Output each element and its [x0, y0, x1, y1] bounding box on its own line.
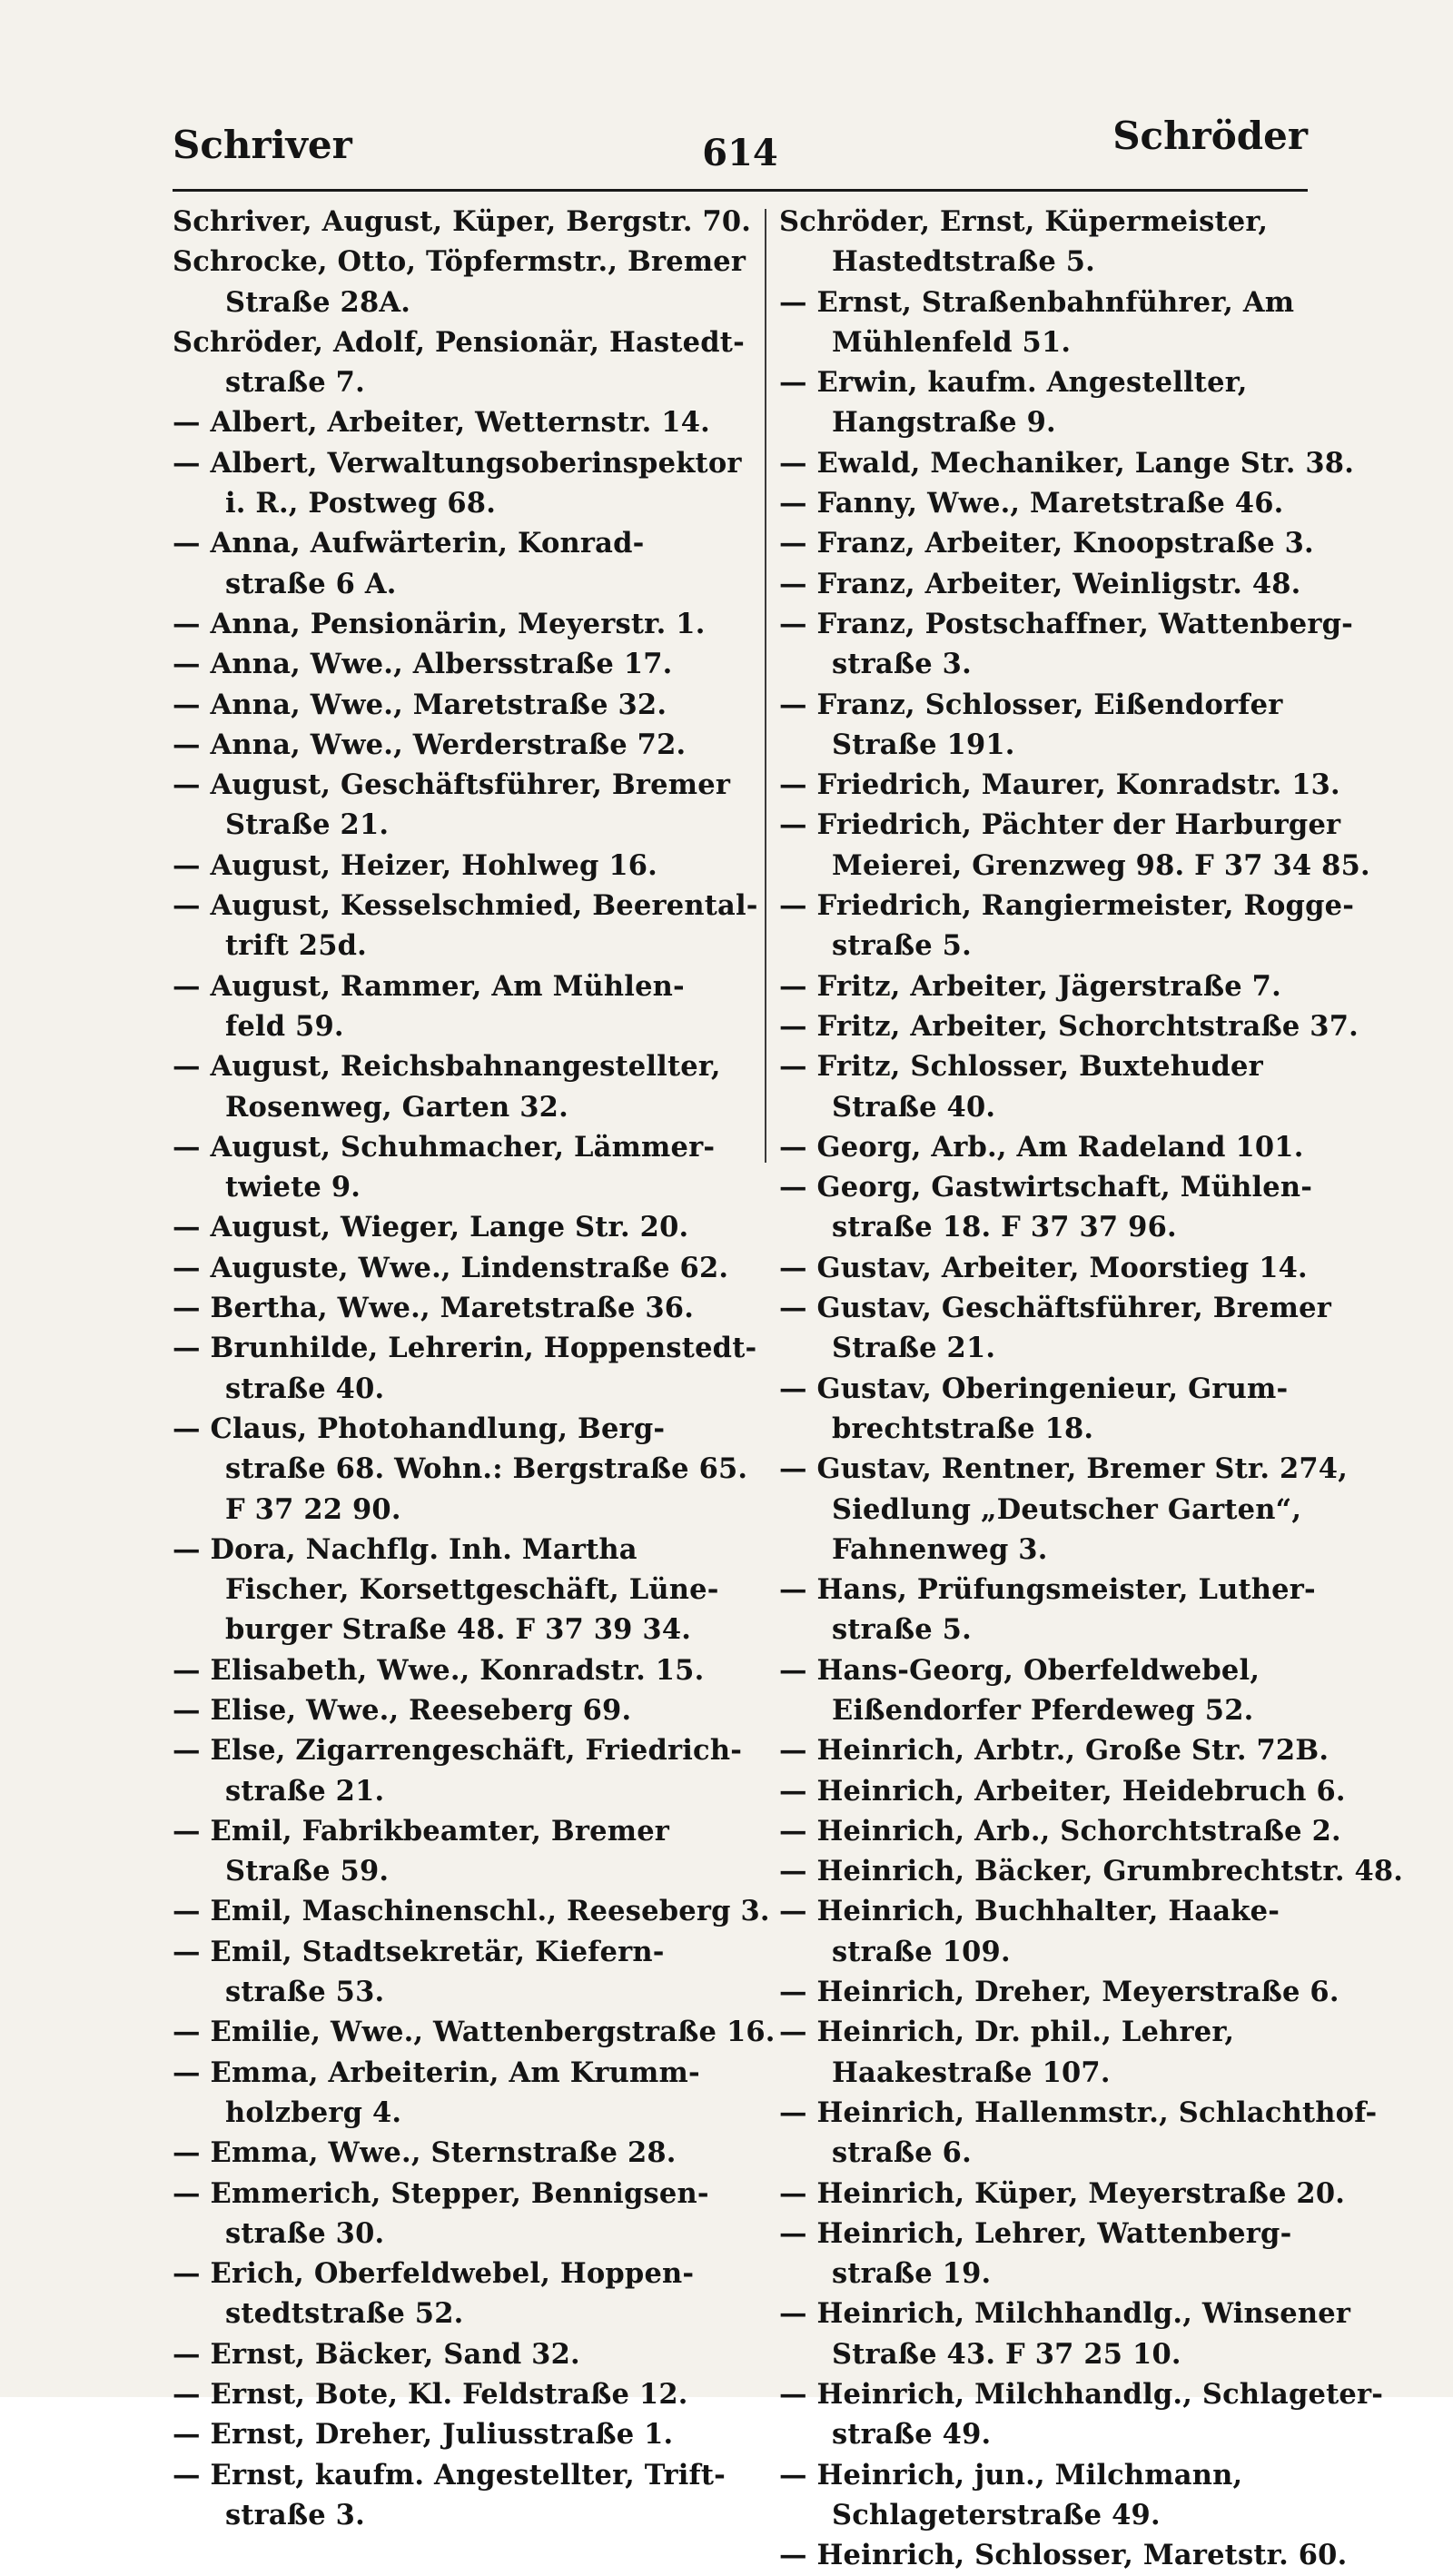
entry-continuation: Hangstraße 9.: [832, 406, 1056, 440]
entry-continuation: straße 49.: [832, 2418, 992, 2452]
right-column: [779, 202, 1404, 2576]
entry-continuation: Fischer, Korsettgeschäft, Lüne-: [225, 1573, 719, 1607]
directory-entry: — Anna, Wwe., Maretstraße 32.: [173, 685, 754, 725]
directory-entry: — Fritz, Arbeiter, Schorchtstraße 37.: [779, 1006, 1324, 1046]
directory-entry: — Ernst, kaufm. Angestellter, Trift-: [173, 2455, 754, 2495]
directory-entry: — Dora, Nachflg. Inh. Martha: [173, 1530, 754, 1570]
directory-entry: — Anna, Wwe., Werderstraße 72.: [173, 725, 754, 765]
directory-entry: — Gustav, Arbeiter, Moorstieg 14.: [779, 1248, 1324, 1288]
directory-entry: Schröder, Ernst, Küpermeister,: [779, 205, 1269, 238]
directory-entry: — Emma, Arbeiterin, Am Krumm-: [173, 2053, 754, 2093]
directory-entry: — Georg, Gastwirtschaft, Mühlen-: [779, 1167, 1324, 1207]
entry-continuation: Fahnenweg 3.: [832, 1532, 1048, 1566]
directory-entry: — Brunhilde, Lehrerin, Hoppenstedt-: [173, 1328, 754, 1368]
entry-continuation: straße 6 A.: [225, 567, 397, 600]
entry-continuation: Straße 28A.: [225, 285, 411, 319]
directory-entry: — Fritz, Arbeiter, Jägerstraße 7.: [779, 966, 1324, 1006]
entry-continuation: trift 25d.: [225, 929, 367, 963]
directory-entry: — Ernst, Straßenbahnführer, Am: [779, 282, 1324, 322]
entry-continuation: Mühlenfeld 51.: [832, 325, 1072, 359]
directory-entry: — Else, Zigarrengeschäft, Friedrich-: [173, 1730, 754, 1770]
page-number: 614: [702, 132, 778, 174]
directory-entry: — Ewald, Mechaniker, Lange Str. 38.: [779, 443, 1324, 483]
directory-entry: — Georg, Arb., Am Radeland 101.: [779, 1127, 1324, 1167]
directory-entry: — Franz, Arbeiter, Knoopstraße 3.: [779, 523, 1324, 563]
directory-entry: — Heinrich, Bäcker, Grumbrechtstr. 48.: [779, 1851, 1324, 1891]
directory-entry: — Hans-Georg, Oberfeldwebel,: [779, 1650, 1324, 1690]
directory-entry: — Emil, Stadtsekretär, Kiefern-: [173, 1932, 754, 1972]
entry-continuation: Meierei, Grenzweg 98. F 37 34 85.: [832, 848, 1370, 882]
entry-continuation: Siedlung „Deutscher Garten“,: [832, 1492, 1302, 1526]
directory-entry: — Hans, Prüfungsmeister, Luther-: [779, 1570, 1324, 1610]
directory-entry: — Heinrich, Arb., Schorchtstraße 2.: [779, 1811, 1324, 1851]
directory-entry: — Heinrich, Milchhandlg., Schlageter-: [779, 2374, 1324, 2414]
directory-entry: — Gustav, Rentner, Bremer Str. 274,: [779, 1449, 1324, 1489]
directory-entry: — Heinrich, Buchhalter, Haake-: [779, 1891, 1324, 1931]
directory-entry: — Heinrich, Arbtr., Große Str. 72B.: [779, 1730, 1324, 1770]
directory-entry: — Gustav, Oberingenieur, Grum-: [779, 1369, 1324, 1409]
directory-entry: — Fritz, Schlosser, Buxtehuder: [779, 1046, 1324, 1086]
directory-entry: — Heinrich, Dreher, Meyerstraße 6.: [779, 1972, 1324, 2012]
directory-entry: Schriver, August, Küper, Bergstr. 70.: [173, 205, 752, 238]
directory-entry: — Emmerich, Stepper, Bennigsen-: [173, 2174, 754, 2214]
entry-continuation: Straße 21.: [225, 808, 390, 842]
entry-continuation: twiete 9.: [225, 1171, 361, 1204]
directory-entry: — Auguste, Wwe., Lindenstraße 62.: [173, 1248, 754, 1288]
directory-entry: — Heinrich, jun., Milchmann,: [779, 2455, 1324, 2495]
directory-entry: — Heinrich, Hallenmstr., Schlachthof-: [779, 2093, 1324, 2133]
directory-entry: — Ernst, Dreher, Juliusstraße 1.: [173, 2414, 754, 2454]
entry-continuation: straße 40.: [225, 1372, 385, 1405]
directory-entry: — Anna, Pensionärin, Meyerstr. 1.: [173, 604, 754, 644]
entry-continuation: straße 3.: [832, 648, 972, 681]
directory-entry: — Franz, Schlosser, Eißendorfer: [779, 685, 1324, 725]
entry-continuation: Schlageterstraße 49.: [832, 2498, 1161, 2531]
entry-continuation: i. R., Postweg 68.: [225, 487, 497, 520]
directory-entry: — August, Rammer, Am Mühlen-: [173, 966, 754, 1006]
entry-continuation: straße 21.: [225, 1774, 385, 1808]
directory-entry: — Claus, Photohandlung, Berg-: [173, 1409, 754, 1449]
entry-continuation: Straße 21.: [832, 1332, 996, 1365]
entry-continuation: straße 3.: [225, 2498, 365, 2531]
page-header: [173, 114, 1308, 177]
directory-entry: — Ernst, Bäcker, Sand 32.: [173, 2334, 754, 2374]
entry-continuation: straße 6.: [832, 2136, 972, 2170]
entry-continuation: straße 68. Wohn.: Bergstraße 65.: [225, 1452, 748, 1486]
directory-entry: — Emma, Wwe., Sternstraße 28.: [173, 2133, 754, 2173]
directory-entry: — Elisabeth, Wwe., Konradstr. 15.: [173, 1650, 754, 1690]
directory-entry: — Albert, Arbeiter, Wetternstr. 14.: [173, 402, 754, 442]
directory-entry: — August, Kesselschmied, Beerental-: [173, 886, 754, 926]
directory-entry: — Anna, Aufwärterin, Konrad-: [173, 523, 754, 563]
entry-continuation: brechtstraße 18.: [832, 1412, 1094, 1445]
entry-continuation: burger Straße 48. F 37 39 34.: [225, 1613, 692, 1647]
entry-continuation: straße 18. F 37 37 96.: [832, 1211, 1177, 1244]
directory-entry: — Friedrich, Maurer, Konradstr. 13.: [779, 765, 1324, 805]
directory-entry: — Friedrich, Pächter der Harburger: [779, 805, 1324, 845]
entry-continuation: Haakestraße 107.: [832, 2056, 1111, 2089]
directory-entry: — Heinrich, Dr. phil., Lehrer,: [779, 2012, 1324, 2052]
directory-entry: — Emilie, Wwe., Wattenbergstraße 16.: [173, 2012, 754, 2052]
directory-entry: — Bertha, Wwe., Maretstraße 36.: [173, 1288, 754, 1328]
directory-entry: — Ernst, Bote, Kl. Feldstraße 12.: [173, 2374, 754, 2414]
entry-continuation: straße 5.: [832, 929, 972, 963]
header-rule: [173, 189, 1308, 192]
directory-entry: Schrocke, Otto, Töpfermstr., Bremer: [173, 245, 746, 279]
directory-entry: — Franz, Arbeiter, Weinligstr. 48.: [779, 564, 1324, 604]
directory-entry: — Heinrich, Schlosser, Maretstr. 60.: [779, 2535, 1324, 2575]
directory-entry: — Erich, Oberfeldwebel, Hoppen-: [173, 2254, 754, 2294]
column-divider: [765, 209, 766, 1163]
directory-entry: — August, Geschäftsführer, Bremer: [173, 765, 754, 805]
directory-entry: — August, Reichsbahnangestellter,: [173, 1046, 754, 1086]
entry-continuation: Straße 43. F 37 25 10.: [832, 2337, 1181, 2371]
directory-entry: — Heinrich, Lehrer, Wattenberg-: [779, 2214, 1324, 2254]
directory-entry: — Heinrich, Milchhandlg., Winsener: [779, 2294, 1324, 2333]
entry-continuation: Rosenweg, Garten 32.: [225, 1090, 568, 1124]
directory-entry: Schröder, Adolf, Pensionär, Hastedt-: [173, 325, 745, 359]
directory-entry: — Heinrich, Küper, Meyerstraße 20.: [779, 2174, 1324, 2214]
entry-continuation: holzberg 4.: [225, 2095, 402, 2129]
entry-continuation: stedtstraße 52.: [225, 2297, 464, 2331]
entry-continuation: straße 7.: [225, 366, 365, 400]
entry-continuation: straße 53.: [225, 1976, 385, 2009]
directory-entry: — August, Schuhmacher, Lämmer-: [173, 1127, 754, 1167]
left-column: [173, 202, 776, 2535]
entry-continuation: feld 59.: [225, 1009, 344, 1043]
directory-entry: — Friedrich, Rangiermeister, Rogge-: [779, 886, 1324, 926]
directory-entry: — Emil, Fabrikbeamter, Bremer: [173, 1811, 754, 1851]
header-right-keyword: Schröder: [1112, 114, 1308, 158]
entry-continuation: straße 19.: [832, 2257, 992, 2291]
directory-entry: — Gustav, Geschäftsführer, Bremer: [779, 1288, 1324, 1328]
entry-continuation: Eißendorfer Pferdeweg 52.: [832, 1693, 1254, 1727]
entry-continuation: F 37 22 90.: [225, 1492, 401, 1526]
directory-entry: — Franz, Postschaffner, Wattenberg-: [779, 604, 1324, 644]
directory-entry: — August, Heizer, Hohlweg 16.: [173, 846, 754, 886]
header-left-keyword: Schriver: [173, 123, 352, 167]
directory-entry: — Albert, Verwaltungsoberinspektor: [173, 443, 754, 483]
directory-entry: — August, Wieger, Lange Str. 20.: [173, 1207, 754, 1247]
directory-entry: — Heinrich, Arbeiter, Heidebruch 6.: [779, 1771, 1324, 1811]
entry-continuation: straße 30.: [225, 2216, 385, 2250]
directory-entry: — Erwin, kaufm. Angestellter,: [779, 362, 1324, 402]
entry-continuation: Straße 59.: [225, 1855, 390, 1888]
directory-entry: — Elise, Wwe., Reeseberg 69.: [173, 1690, 754, 1730]
entry-continuation: Straße 40.: [832, 1090, 996, 1124]
entry-continuation: Hastedtstraße 5.: [832, 245, 1095, 279]
directory-entry: — Anna, Wwe., Albersstraße 17.: [173, 644, 754, 684]
directory-entry: — Fanny, Wwe., Maretstraße 46.: [779, 483, 1324, 523]
entry-continuation: Straße 191.: [832, 728, 1015, 761]
directory-entry: — Emil, Maschinenschl., Reeseberg 3.: [173, 1891, 754, 1931]
entry-continuation: straße 5.: [832, 1613, 972, 1647]
entry-continuation: straße 109.: [832, 1935, 1011, 1968]
